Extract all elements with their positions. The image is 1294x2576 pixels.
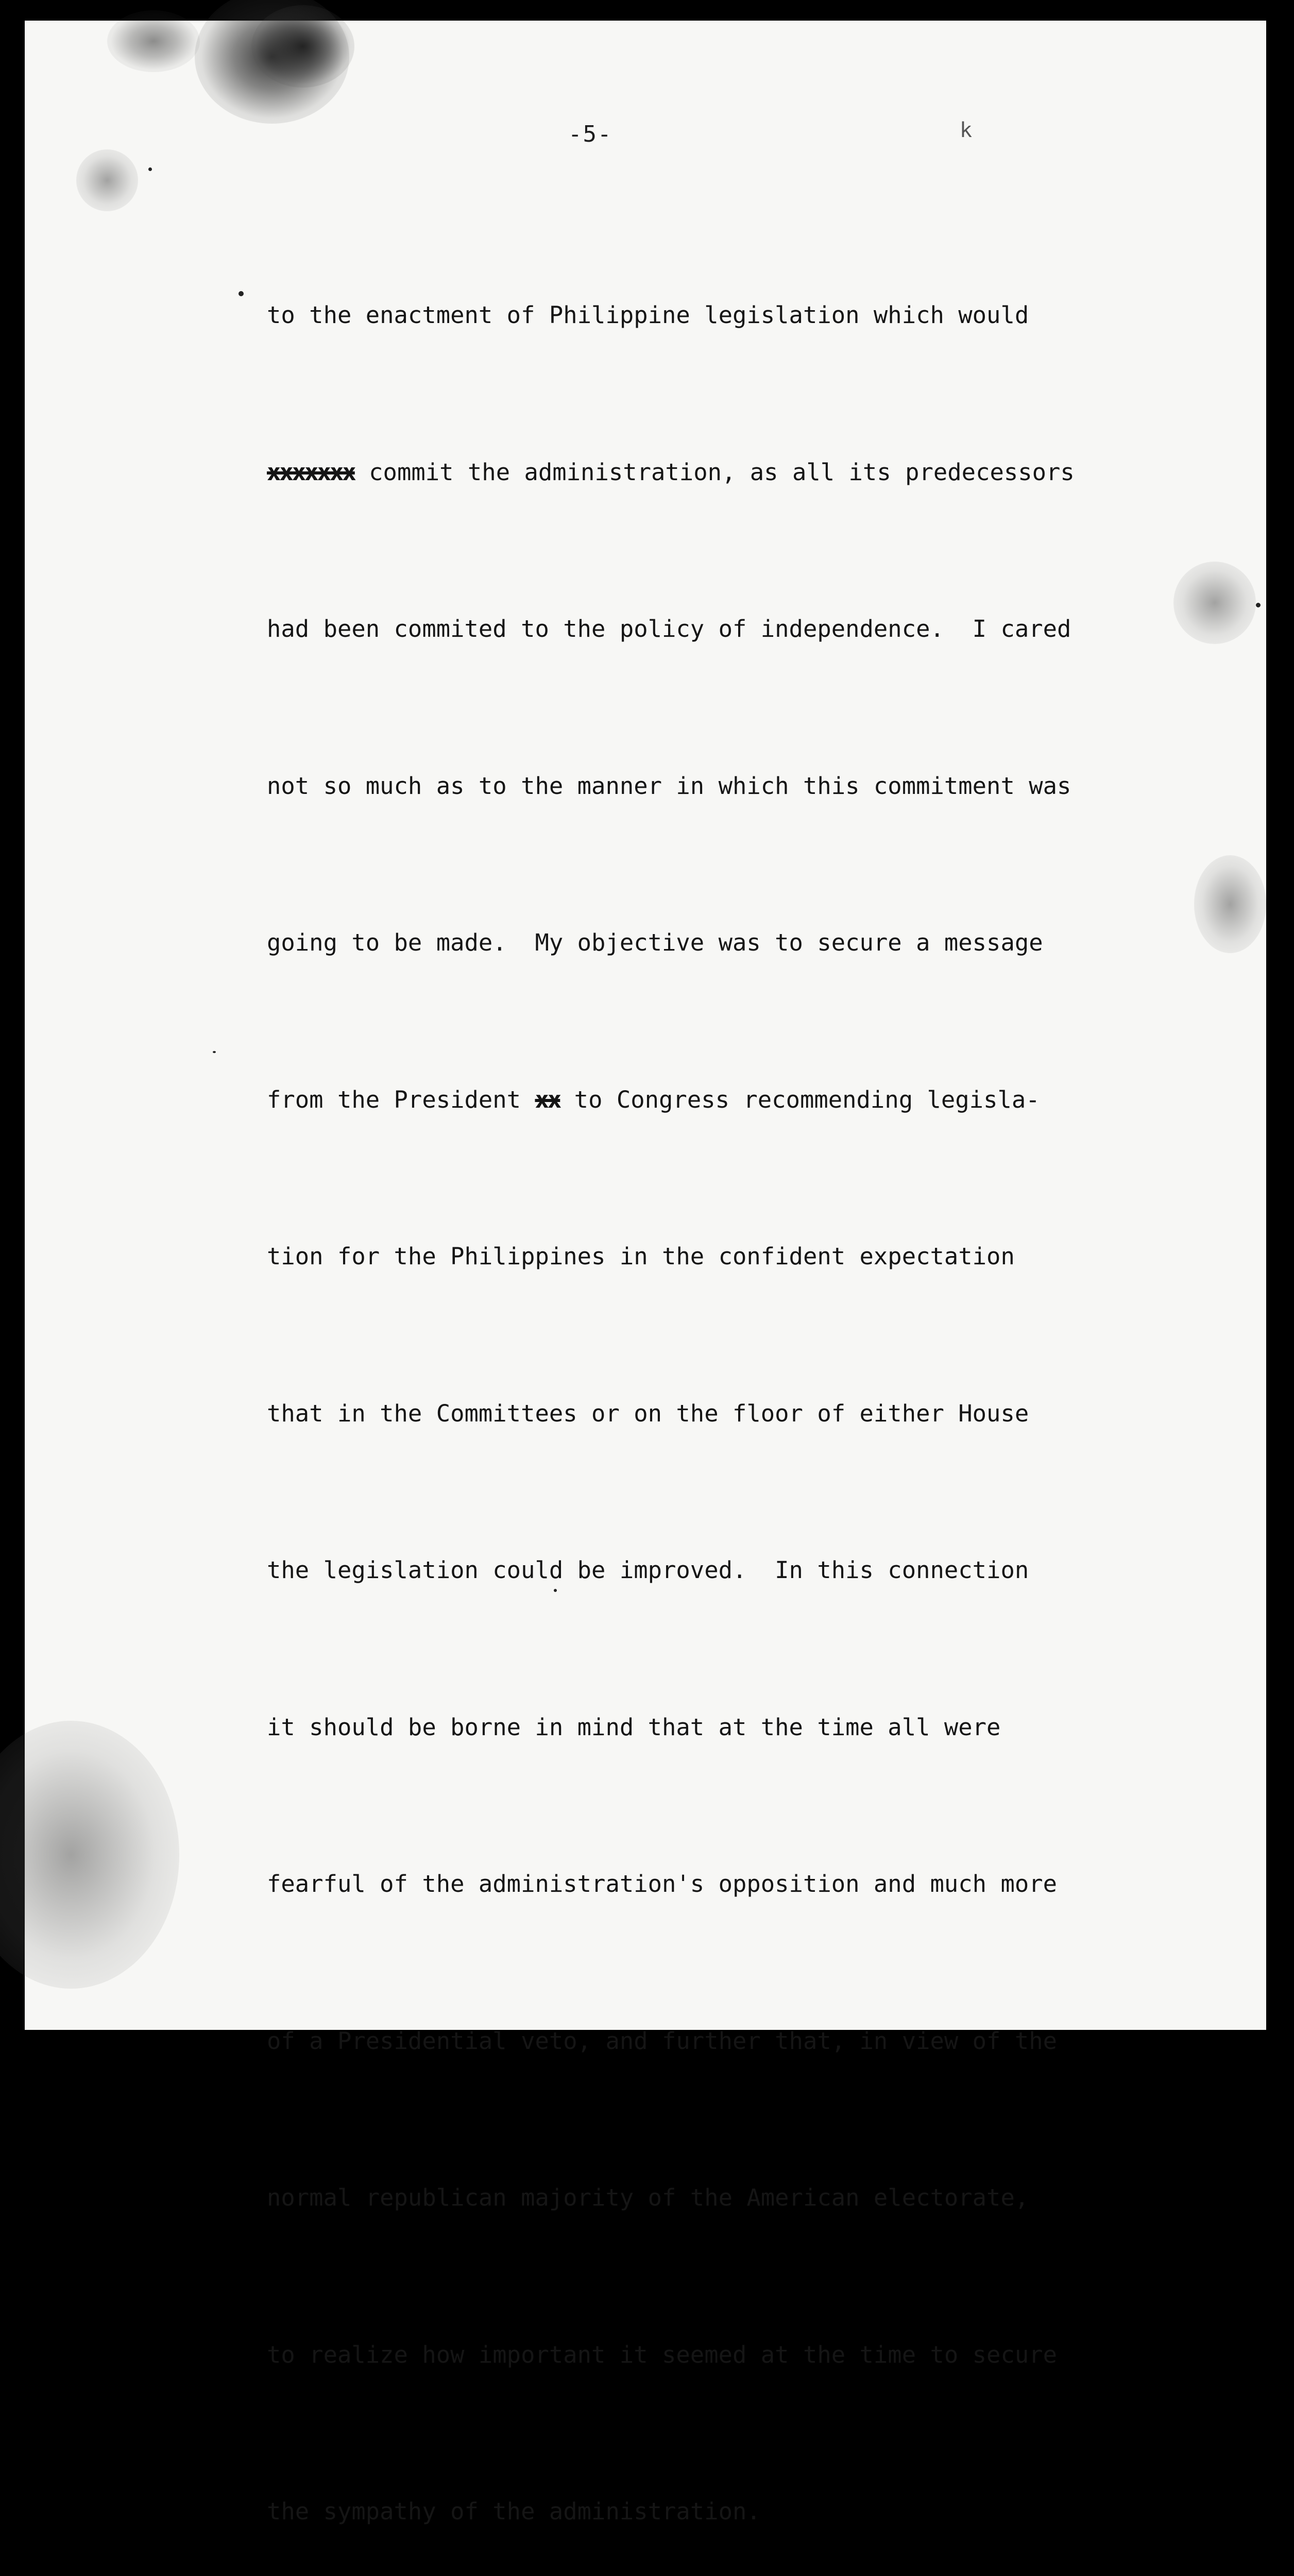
text-line: fearful of the administration's opposition and much more <box>267 1870 1058 1897</box>
struck-out-word: xxxxxxx <box>267 458 355 486</box>
document-page <box>25 21 1266 2525</box>
text-line: that in the Committees or on the floor of either House <box>267 1399 1029 1427</box>
text-line: the sympathy of the administration. <box>267 2498 761 2525</box>
text-line: to realize how important it seemed at the time to secure <box>267 2341 1058 2368</box>
speck <box>213 1051 216 1053</box>
text-line: tion for the Philippines in the confident expectation <box>267 1243 1015 1270</box>
text-line: it should be borne in mind that at the time all were <box>267 1713 1001 1741</box>
text-line: of a Presidential veto, and further that, in view of the <box>267 2027 1058 2055</box>
stain-left-mark <box>76 149 138 211</box>
text-line: going to be made. My objective was to secure a message <box>267 929 1043 956</box>
text-line: from the President xx to Congress recommending legisla- <box>267 1086 1040 1113</box>
speck <box>239 291 244 296</box>
speck <box>148 167 152 171</box>
text-line: had been commited to the policy of independence. I cared <box>267 615 1071 642</box>
text-line: the legislation could be improved. In this connection <box>267 1556 1029 1584</box>
page-number: -5- <box>568 121 612 147</box>
text-line: xxxxxxx commit the administration, as all its predecessors <box>267 458 1075 486</box>
handwritten-mark: k <box>960 118 973 142</box>
typed-paragraph <box>267 184 1235 2576</box>
struck-out-word: xx <box>535 1086 560 1113</box>
text-line: to the enactment of Philippine legislation which would <box>267 301 1029 329</box>
text-line: not so much as to the manner in which this commitment was <box>267 772 1071 800</box>
speck <box>1256 603 1261 607</box>
stain-left-edge <box>0 1721 179 1989</box>
ink-smudge-top-small <box>107 10 200 72</box>
text-line: normal republican majority of the American electorate, <box>267 2184 1029 2211</box>
ink-smudge-top <box>251 5 354 88</box>
